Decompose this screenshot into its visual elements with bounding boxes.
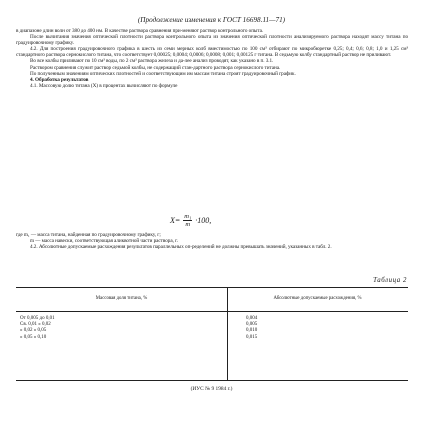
formula-numerator: m₁ <box>184 213 192 220</box>
table-divider <box>227 288 228 380</box>
table-cell-range: От 0,005 до 0,01 <box>20 316 55 321</box>
table-cell-value: 0,005 <box>246 322 258 328</box>
table-cell-range: Св. 0,01 » 0,02 <box>20 322 51 328</box>
table-cell-range: » 0,02 » 0,05 <box>20 328 47 334</box>
formula-tail: ·100, <box>195 216 212 225</box>
paragraph-range: в диапазоне длин волн от 380 до 400 нм. В качестве раствора сравнения при-меняют раствор контрольного опыта. <box>16 28 264 34</box>
table-header-tolerance: Абсолютные допускаемые расхождения, % <box>273 296 362 301</box>
paragraph-formula-intro: 4.1. Массовую долю титана (X) в процентах вычисляют по формуле <box>30 82 178 89</box>
formula <box>170 213 211 228</box>
formula-fraction <box>183 213 192 228</box>
formula-explanation <box>16 232 408 250</box>
page-header: (Продолжение изменения к ГОСТ 16698.11—71) <box>137 16 286 24</box>
table-cell-value: 0,004 <box>246 316 258 321</box>
paragraph-subtract: После вычитания значения оптической плотности раствора контрольного опыта из значения оптической плотности анализируемого раствора находят массу титана по градуировочному графику. <box>16 34 408 47</box>
formula-lhs: X= <box>170 216 181 225</box>
paragraph-reference: Раствором сравнения служит раствор седьмой колбы, не содержащий стан-дартного раствора сернокислого титана. <box>30 64 281 71</box>
paragraph-calibration: 4.2. Для построения градуировочного графика в шесть из семи мерных колб вместимостью по 100 см³ отбирают по микробюретке 0,25; 0,4; 0,6; 0,8; 1,0 и 1,25 см³ стандартного раствора сернокислого титана, что соответствует 0,00025; 0,0004; 0,0006; 0,0008; 0,001; 0,00125 г титана. В седьмую колбу стандартный раствор не приливают. <box>16 46 408 59</box>
paragraph-water: Во все колбы приливают по 10 см³ воды, по 2 см³ раствора железа и да-лее анализ проводят, как указано в п. 3.1. <box>30 58 274 65</box>
table-header-fraction: Массовая доля титана, % <box>95 296 148 301</box>
formula-denominator: m <box>185 221 191 228</box>
tolerance-table <box>16 287 408 381</box>
body-text <box>16 28 408 89</box>
table-column-values <box>246 316 257 341</box>
paragraph-m1: где m₁ — масса титана, найденная по градуировочному графику, г; <box>16 232 161 238</box>
table-cell-range: » 0,05 » 0,10 <box>20 334 47 340</box>
paragraph-tolerance: 4.2. Абсолютные допускаемые расхождения результатов параллельных оп-ределений не должны превышать значений, указанных в табл. 2. <box>30 244 332 251</box>
table-cell-value: 0,010 <box>246 328 258 334</box>
table-header-row <box>16 288 408 312</box>
paragraph-graph: По полученным значениям оптических плотностей и соответствующим им массам титана строят градуировочный график. <box>30 70 296 77</box>
table-column-ranges <box>20 316 55 341</box>
section-heading: 4. Обработка результатов <box>30 76 89 83</box>
paragraph-m: m — масса навески, соответствующая аликвотной части раствора, г. <box>30 238 178 245</box>
page-footer: (ИУС № 9 1984 г.) <box>190 386 233 392</box>
table-cell-value: 0,015 <box>246 334 258 340</box>
table-title: Таблица 2 <box>373 277 407 284</box>
